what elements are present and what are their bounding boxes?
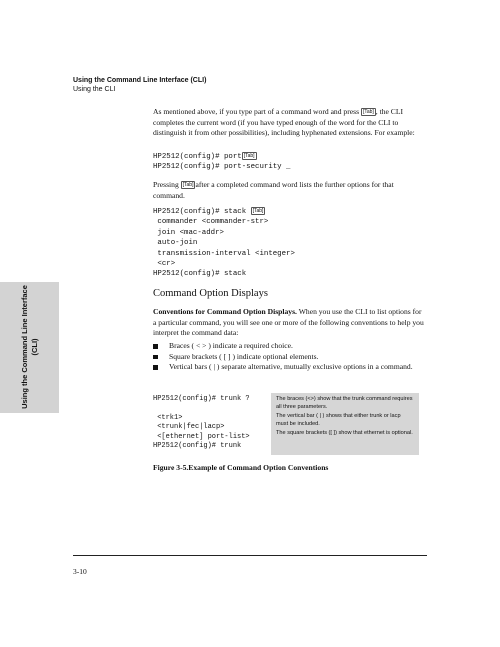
code-prompt-port: HP2512(config)# port bbox=[153, 153, 242, 161]
tab-key-icon: [Tab] bbox=[362, 109, 374, 115]
figure-code bbox=[153, 395, 250, 451]
callout-note: The vertical bar ( | ) shows that either trunk or lacp must be included. bbox=[276, 413, 401, 427]
run-in-heading: Conventions for Command Option Displays. bbox=[153, 307, 297, 316]
list-item bbox=[153, 352, 425, 363]
list-item-text: Vertical bars ( | ) separate alternative, mutually exclusive options in a command. bbox=[169, 362, 413, 372]
list-item-text: Square brackets ( [ ] ) indicate optional elements. bbox=[169, 351, 319, 361]
bullet-square-icon bbox=[153, 355, 158, 360]
code-line: <[ethernet] port-list> bbox=[153, 432, 250, 441]
section-heading: Command Option Displays bbox=[153, 288, 268, 299]
code-line: HP2512(config)# trunk ? bbox=[153, 395, 250, 403]
figure-callout bbox=[271, 393, 419, 455]
running-header-title: Using the Command Line Interface (CLI) bbox=[73, 77, 207, 84]
code-line bbox=[153, 404, 250, 413]
example-port-code bbox=[153, 152, 291, 173]
code-line: join <mac-addr> bbox=[153, 228, 224, 237]
chapter-side-tab-label: Using the Command Line Interface (CLI) bbox=[20, 285, 39, 409]
bullet-square-icon bbox=[153, 344, 158, 349]
running-header-subtitle: Using the CLI bbox=[73, 86, 116, 93]
page-number: 3-10 bbox=[73, 567, 87, 576]
pressing-text-part2: after a completed command word lists the further options for that command. bbox=[153, 180, 394, 200]
callout-note: The square brackets ([ ]) show that ethernet is optional. bbox=[276, 430, 413, 437]
bullet-square-icon bbox=[153, 365, 158, 370]
code-line: commander <commander-str> bbox=[153, 218, 269, 227]
intro-text-part1: As mentioned above, if you type part of a command word and press bbox=[153, 107, 361, 116]
code-line: HP2512(config)# stack bbox=[153, 270, 247, 279]
tab-key-icon: [Tab] bbox=[182, 182, 194, 188]
footer-divider bbox=[73, 555, 427, 556]
code-line: transmission-interval <integer> bbox=[153, 249, 295, 258]
conventions-paragraph bbox=[153, 307, 425, 339]
code-line: <trunk|fec|lacp> bbox=[153, 423, 225, 432]
code-line bbox=[153, 207, 295, 217]
conventions-text: When you use the CLI to list options for a particular command, you will see one or more of the following conventions to help you interpret the command data: bbox=[153, 307, 424, 338]
code-line: auto-join bbox=[153, 239, 198, 248]
tab-key-icon: [Tab] bbox=[252, 208, 264, 214]
code-line: HP2512(config)# trunk bbox=[153, 442, 242, 451]
code-prompt-stack: HP2512(config)# stack bbox=[153, 208, 251, 216]
code-line: <trk1> bbox=[153, 413, 183, 422]
pressing-paragraph bbox=[153, 180, 425, 201]
figure-caption: Figure 3-5.Example of Command Option Conventions bbox=[153, 463, 329, 472]
callout-note: The braces (<>) show that the trunk command requires all three parameters. bbox=[276, 396, 413, 410]
code-line: HP2512(config)# port-security _ bbox=[153, 163, 291, 172]
list-item-text: Braces ( < > ) indicate a required choice. bbox=[169, 341, 293, 350]
intro-text-part2: , the CLI completes the current word (if you have typed enough of the word for the CLI to distinguish it from other possibilities), including hyphenated extensions. For example: bbox=[153, 107, 415, 138]
pressing-text-part1: Pressing bbox=[153, 180, 181, 189]
list-item bbox=[153, 341, 425, 352]
intro-paragraph bbox=[153, 107, 425, 139]
code-line bbox=[153, 152, 291, 162]
list-item bbox=[153, 362, 425, 373]
example-stack-code bbox=[153, 207, 295, 280]
conventions-list bbox=[153, 341, 425, 373]
tab-key-icon: [Tab] bbox=[243, 153, 255, 159]
code-line: <cr> bbox=[153, 260, 176, 269]
